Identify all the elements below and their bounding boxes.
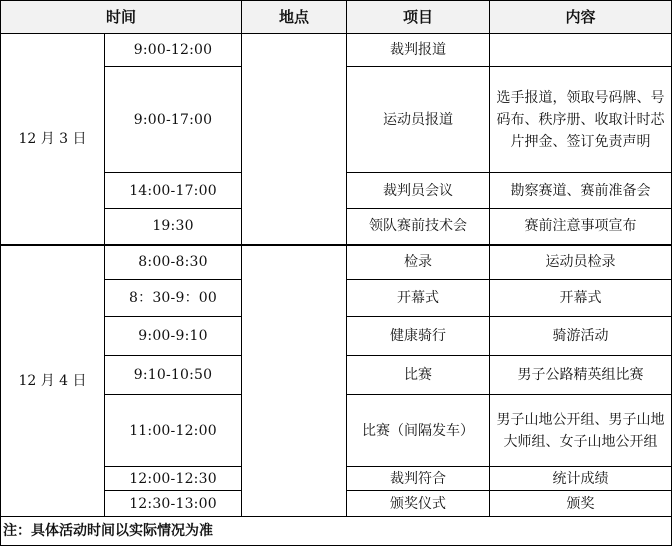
location-cell [242, 245, 347, 517]
item-cell: 检录 [347, 245, 490, 280]
time-cell: 9:00-12:00 [105, 34, 242, 67]
content-cell: 男子山地公开组、男子山地大师组、女子山地公开组 [490, 395, 672, 467]
item-cell: 裁判报道 [347, 34, 490, 67]
item-cell: 比赛（间隔发车） [347, 395, 490, 467]
date-cell: 12 月 3 日 [1, 34, 105, 245]
time-cell: 11:00-12:00 [105, 395, 242, 467]
content-cell: 赛前注意事项宣布 [490, 209, 672, 245]
item-cell: 开幕式 [347, 280, 490, 317]
content-cell: 统计成绩 [490, 467, 672, 491]
content-cell: 男子公路精英组比赛 [490, 356, 672, 395]
item-cell: 裁判员会议 [347, 173, 490, 209]
time-cell: 9:00-17:00 [105, 67, 242, 173]
footnote: 注：具体活动时间以实际情况为准 [1, 517, 672, 546]
time-cell: 8：30-9：00 [105, 280, 242, 317]
time-cell: 9:10-10:50 [105, 356, 242, 395]
content-cell: 骑游活动 [490, 317, 672, 356]
time-cell: 8:00-8:30 [105, 245, 242, 280]
item-cell: 裁判符合 [347, 467, 490, 491]
time-cell: 14:00-17:00 [105, 173, 242, 209]
header-item: 项目 [347, 1, 490, 34]
item-cell: 健康骑行 [347, 317, 490, 356]
content-cell: 勘察赛道、赛前准备会 [490, 173, 672, 209]
table-row [1, 34, 672, 67]
item-cell: 比赛 [347, 356, 490, 395]
content-cell: 运动员检录 [490, 245, 672, 280]
item-cell: 领队赛前技术会 [347, 209, 490, 245]
header-location: 地点 [242, 1, 347, 34]
content-cell: 开幕式 [490, 280, 672, 317]
location-cell [242, 34, 347, 245]
item-cell: 运动员报道 [347, 67, 490, 173]
content-cell: 选手报道，领取号码牌、号码布、秩序册、收取计时芯片押金、签订免责声明 [490, 67, 672, 173]
table-row [1, 245, 672, 280]
time-cell: 19:30 [105, 209, 242, 245]
content-cell [490, 34, 672, 67]
time-cell: 12:00-12:30 [105, 467, 242, 491]
note-row [1, 517, 672, 546]
header-content: 内容 [490, 1, 672, 34]
item-cell: 颁奖仪式 [347, 491, 490, 517]
time-cell: 12:30-13:00 [105, 491, 242, 517]
header-time: 时间 [1, 1, 242, 34]
content-cell: 颁奖 [490, 491, 672, 517]
time-cell: 9:00-9:10 [105, 317, 242, 356]
date-cell: 12 月 4 日 [1, 245, 105, 517]
